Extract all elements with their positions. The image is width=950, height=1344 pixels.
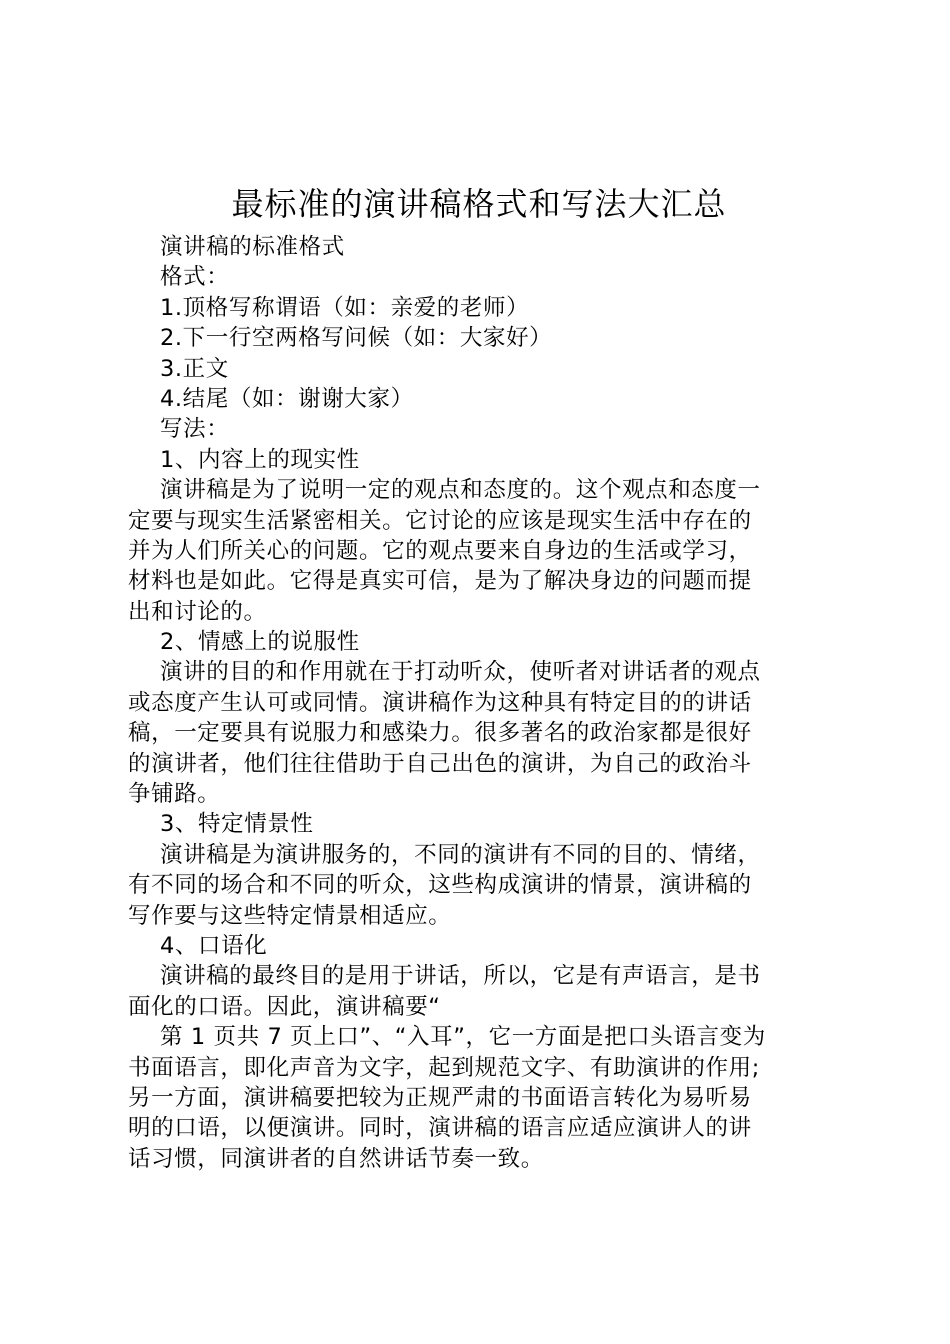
- body-line: 4.结尾（如：谢谢大家）: [160, 385, 414, 412]
- body-line: 演讲稿的标准格式: [160, 234, 345, 260]
- body-line: 第 1 页共 7 页上口”、“入耳”，它一方面是把口头语言变为: [160, 1024, 766, 1051]
- body-line: 1.顶格写称谓语（如：亲爱的老师）: [160, 294, 530, 321]
- body-line: 另一方面，演讲稿要把较为正规严肃的书面语言转化为易听易: [128, 1084, 752, 1111]
- body-line: 4、口语化: [160, 932, 268, 959]
- body-line: 演讲稿是为演讲服务的，不同的演讲有不同的目的、情绪，: [160, 841, 761, 868]
- body-line: 演讲稿的最终目的是用于讲话，所以，它是有声语言，是书: [160, 963, 761, 990]
- body-line: 话习惯，同演讲者的自然讲话节奏一致。: [128, 1145, 544, 1172]
- body-line: 写作要与这些特定情景相适应。: [128, 902, 452, 929]
- body-line: 格式：: [160, 264, 230, 291]
- body-line: 1、内容上的现实性: [160, 446, 360, 473]
- document-title: 最标准的演讲稿格式和写法大汇总: [231, 185, 727, 223]
- body-line: 材料也是如此。它得是真实可信，是为了解决身边的问题而提: [128, 568, 752, 595]
- body-line: 书面语言，即化声音为文字，起到规范文字、有助演讲的作用;: [128, 1054, 760, 1081]
- body-line: 3.正文: [160, 355, 229, 382]
- body-line: 写法：: [160, 416, 230, 443]
- body-line: 或态度产生认可或同情。演讲稿作为这种具有特定目的的讲话: [128, 689, 752, 716]
- body-line: 演讲的目的和作用就在于打动听众，使听者对讲话者的观点: [160, 659, 761, 686]
- body-line: 2、情感上的说服性: [160, 629, 360, 656]
- body-line: 的演讲者，他们往往借助于自己出色的演讲，为自己的政治斗: [128, 750, 752, 777]
- body-line: 演讲稿是为了说明一定的观点和态度的。这个观点和态度一: [160, 477, 761, 504]
- body-line: 稿，一定要具有说服力和感染力。很多著名的政治家都是很好: [128, 720, 752, 747]
- body-line: 3、特定情景性: [160, 811, 314, 838]
- document-body: [128, 232, 833, 1174]
- body-line: 定要与现实生活紧密相关。它讨论的应该是现实生活中存在的: [128, 507, 752, 534]
- body-line: 争铺路。: [128, 781, 221, 808]
- body-line: 明的口语，以便演讲。同时，演讲稿的语言应适应演讲人的讲: [128, 1115, 752, 1142]
- body-line: 2.下一行空两格写问候（如：大家好）: [160, 325, 553, 352]
- body-line: 面化的口语。因此，演讲稿要“: [128, 993, 441, 1020]
- body-line: 有不同的场合和不同的听众，这些构成演讲的情景，演讲稿的: [128, 872, 752, 899]
- body-line: 并为人们所关心的问题。它的观点要来自身边的生活或学习，: [128, 537, 752, 564]
- body-line: 出和讨论的。: [128, 598, 267, 625]
